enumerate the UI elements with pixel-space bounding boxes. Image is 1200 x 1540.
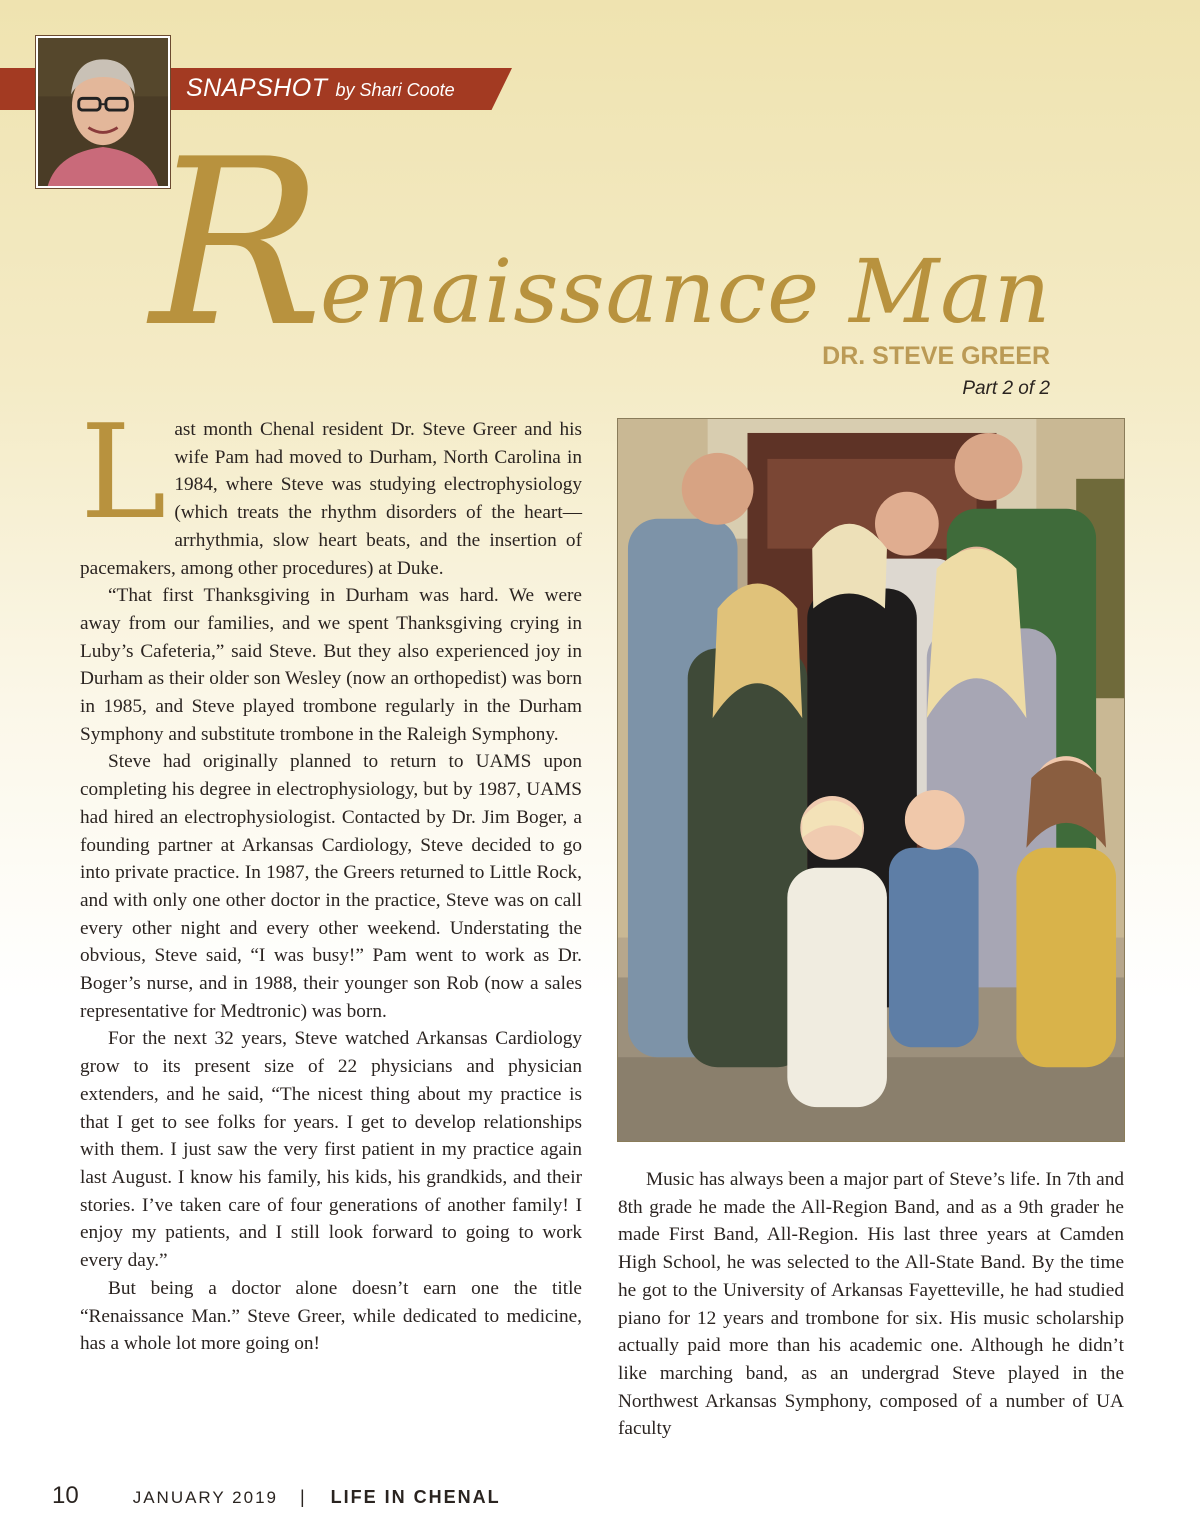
author-byline: by Shari Coote (335, 80, 455, 100)
paragraph: Music has always been a major part of Steve’s life. In 7th and 8th grade he made the All-Region Band, and as a 9th grader he made First Band, All-Region. His last three years at Camden High School, he was selected to the All-State Band. By the time he got to the University of Arkansas Fayetteville, he had studied piano for 12 years and trombone for six. His music scholarship actually paid more than his academic one. Although he didn’t like marching band, as an undergrad Steve played in the Northwest Arkansas Symphony, composed of a number of UA faculty (618, 1169, 1124, 1440)
paragraph-text: ast month Chenal resident Dr. Steve Greer and his wife Pam had moved to Durham, North Carolina in 1984, where Steve was studying electrophysiology (which treats the rhythm disorders of the heart—arrhythmia, slow heart beats, and the insertion of pacemakers, among other procedures) at Duke. (80, 419, 582, 579)
paragraph: Steve had originally planned to return to UAMS upon completing his degree in electrophysiology, but by 1987, UAMS had hired an electrophysiologist. Contacted by Dr. Jim Boger, a founding partner at Arkansas Cardiology, Steve decided to go into private practice. In 1987, the Greers returned to Little Rock, and with only one other doctor in the practice, Steve was on call every other night and every other weekend. Understating the obvious, Steve said, “I was busy!” Pam went to work as Dr. Boger’s nurse, and in 1988, their younger son Rob (now a sales representative for Medtronic) was born. (80, 751, 582, 1022)
section-header (186, 74, 455, 106)
drop-cap: L (80, 396, 167, 548)
series-part: Part 2 of 2 (962, 378, 1050, 399)
family-photo (617, 418, 1125, 1142)
page-number: 10 (52, 1482, 79, 1509)
footer-divider: | (299, 1487, 305, 1507)
article-column-left (80, 396, 582, 1358)
section-label: SNAPSHOT (186, 74, 328, 102)
title-rest: enaissance Man (320, 240, 1052, 343)
issue-date: JANUARY 2019 (132, 1488, 278, 1507)
paragraph: “That first Thanksgiving in Durham was hard. We were away from our families, and we spent Thanksgiving crying in Luby’s Cafeteria,” said Steve. But they also experienced joy in Durham as their older son Wesley (now an orthopedist) was born in 1985, and Steve played trombone regularly in the Durham Symphony and substitute trombone in the Raleigh Symphony. (80, 585, 582, 745)
magazine-name: LIFE IN CHENAL (330, 1487, 501, 1507)
title-initial: R (150, 111, 324, 378)
article-column-right (618, 1166, 1124, 1443)
paragraph (80, 396, 582, 582)
paragraph: But being a doctor alone doesn’t earn one the title “Renaissance Man.” Steve Greer, while dedicated to medicine, has a whole lot more going on! (80, 1277, 582, 1355)
page-footer (52, 1482, 501, 1512)
paragraph: For the next 32 years, Steve watched Arkansas Cardiology grow to its present size of 22 physicians and physician extenders, and he said, “The nicest thing about my practice is that I get to see folks for years. I get to develop relationships with them. I just saw the very first patient in my practice again last August. I know his family, his kids, his grandkids, and their stories. I’ve taken care of four generations of another family! I enjoy my patients, and I still look forward to going to work every day.” (80, 1028, 582, 1272)
article-subtitle: DR. STEVE GREER (822, 342, 1050, 370)
